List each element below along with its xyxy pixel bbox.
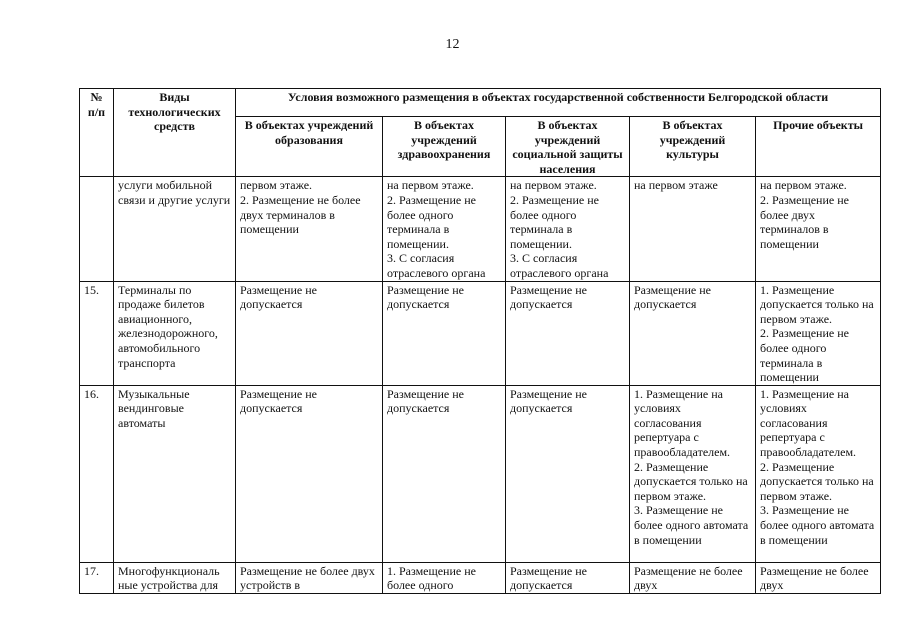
- header-row-1: [80, 89, 881, 117]
- cell-other: Размещение не более двух: [756, 562, 881, 593]
- cell-healthcare: на первом этаже. 2. Размещение не более одного терминала в помещении. 3. С согласия отраслевого органа: [383, 177, 506, 281]
- cell-other: 1. Размещение допускается только на первом этаже. 2. Размещение не более одного терминала в помещении: [756, 281, 881, 385]
- cell-other: на первом этаже. 2. Размещение не более двух терминалов в помещении: [756, 177, 881, 281]
- header-span-title: Условия возможного размещения в объектах государственной собственности Белгородской области: [236, 89, 881, 117]
- cell-other: 1. Размещение на условиях согласования репертуара с правообладателем. 2. Размещение допускается только на первом этаже. 3. Размещение не более одного автомата в помещении: [756, 385, 881, 562]
- cell-healthcare: Размещение не допускается: [383, 281, 506, 385]
- header-type: Виды технологических средств: [114, 89, 236, 177]
- cell-education: Размещение не допускается: [236, 385, 383, 562]
- table-row: [80, 281, 881, 385]
- cell-education: Размещение не допускается: [236, 281, 383, 385]
- cell-culture: Размещение не допускается: [630, 281, 756, 385]
- row-type: Терминалы по продаже билетов авиационного, железнодорожного, автомобильного транспорта: [114, 281, 236, 385]
- table-row: [80, 385, 881, 562]
- row-number: 15.: [80, 281, 114, 385]
- header-healthcare: В объектах учреждений здравоохранения: [383, 117, 506, 177]
- header-culture: В объектах учреждений культуры: [630, 117, 756, 177]
- cell-culture: на первом этаже: [630, 177, 756, 281]
- row-number: 17.: [80, 562, 114, 593]
- cell-healthcare: Размещение не допускается: [383, 385, 506, 562]
- cell-culture: Размещение не более двух: [630, 562, 756, 593]
- cell-education: Размещение не более двух устройств в: [236, 562, 383, 593]
- cell-social-protection: Размещение не допускается: [506, 385, 630, 562]
- header-num: № п/п: [80, 89, 114, 177]
- cell-culture: 1. Размещение на условиях согласования репертуара с правообладателем. 2. Размещение допускается только на первом этаже. 3. Размещение не более одного автомата в помещении: [630, 385, 756, 562]
- row-type: Музыкальные вендинговые автоматы: [114, 385, 236, 562]
- cell-education: первом этаже. 2. Размещение не более двух терминалов в помещении: [236, 177, 383, 281]
- header-social-protection: В объектах учреждений социальной защиты населения: [506, 117, 630, 177]
- row-number: [80, 177, 114, 281]
- placement-conditions-table: [79, 88, 881, 594]
- cell-social-protection: на первом этаже. 2. Размещение не более одного терминала в помещении. 3. С согласия отраслевого органа: [506, 177, 630, 281]
- table-row: [80, 177, 881, 281]
- cell-healthcare: 1. Размещение не более одного: [383, 562, 506, 593]
- row-type: Многофункциональ ные устройства для: [114, 562, 236, 593]
- row-number: 16.: [80, 385, 114, 562]
- cell-social-protection: Размещение не допускается: [506, 281, 630, 385]
- cell-social-protection: Размещение не допускается: [506, 562, 630, 593]
- header-other: Прочие объекты: [756, 117, 881, 177]
- row-type: услуги мобильной связи и другие услуги: [114, 177, 236, 281]
- page-number: 12: [445, 37, 460, 52]
- table-row: [80, 562, 881, 593]
- header-education: В объектах учреждений образования: [236, 117, 383, 177]
